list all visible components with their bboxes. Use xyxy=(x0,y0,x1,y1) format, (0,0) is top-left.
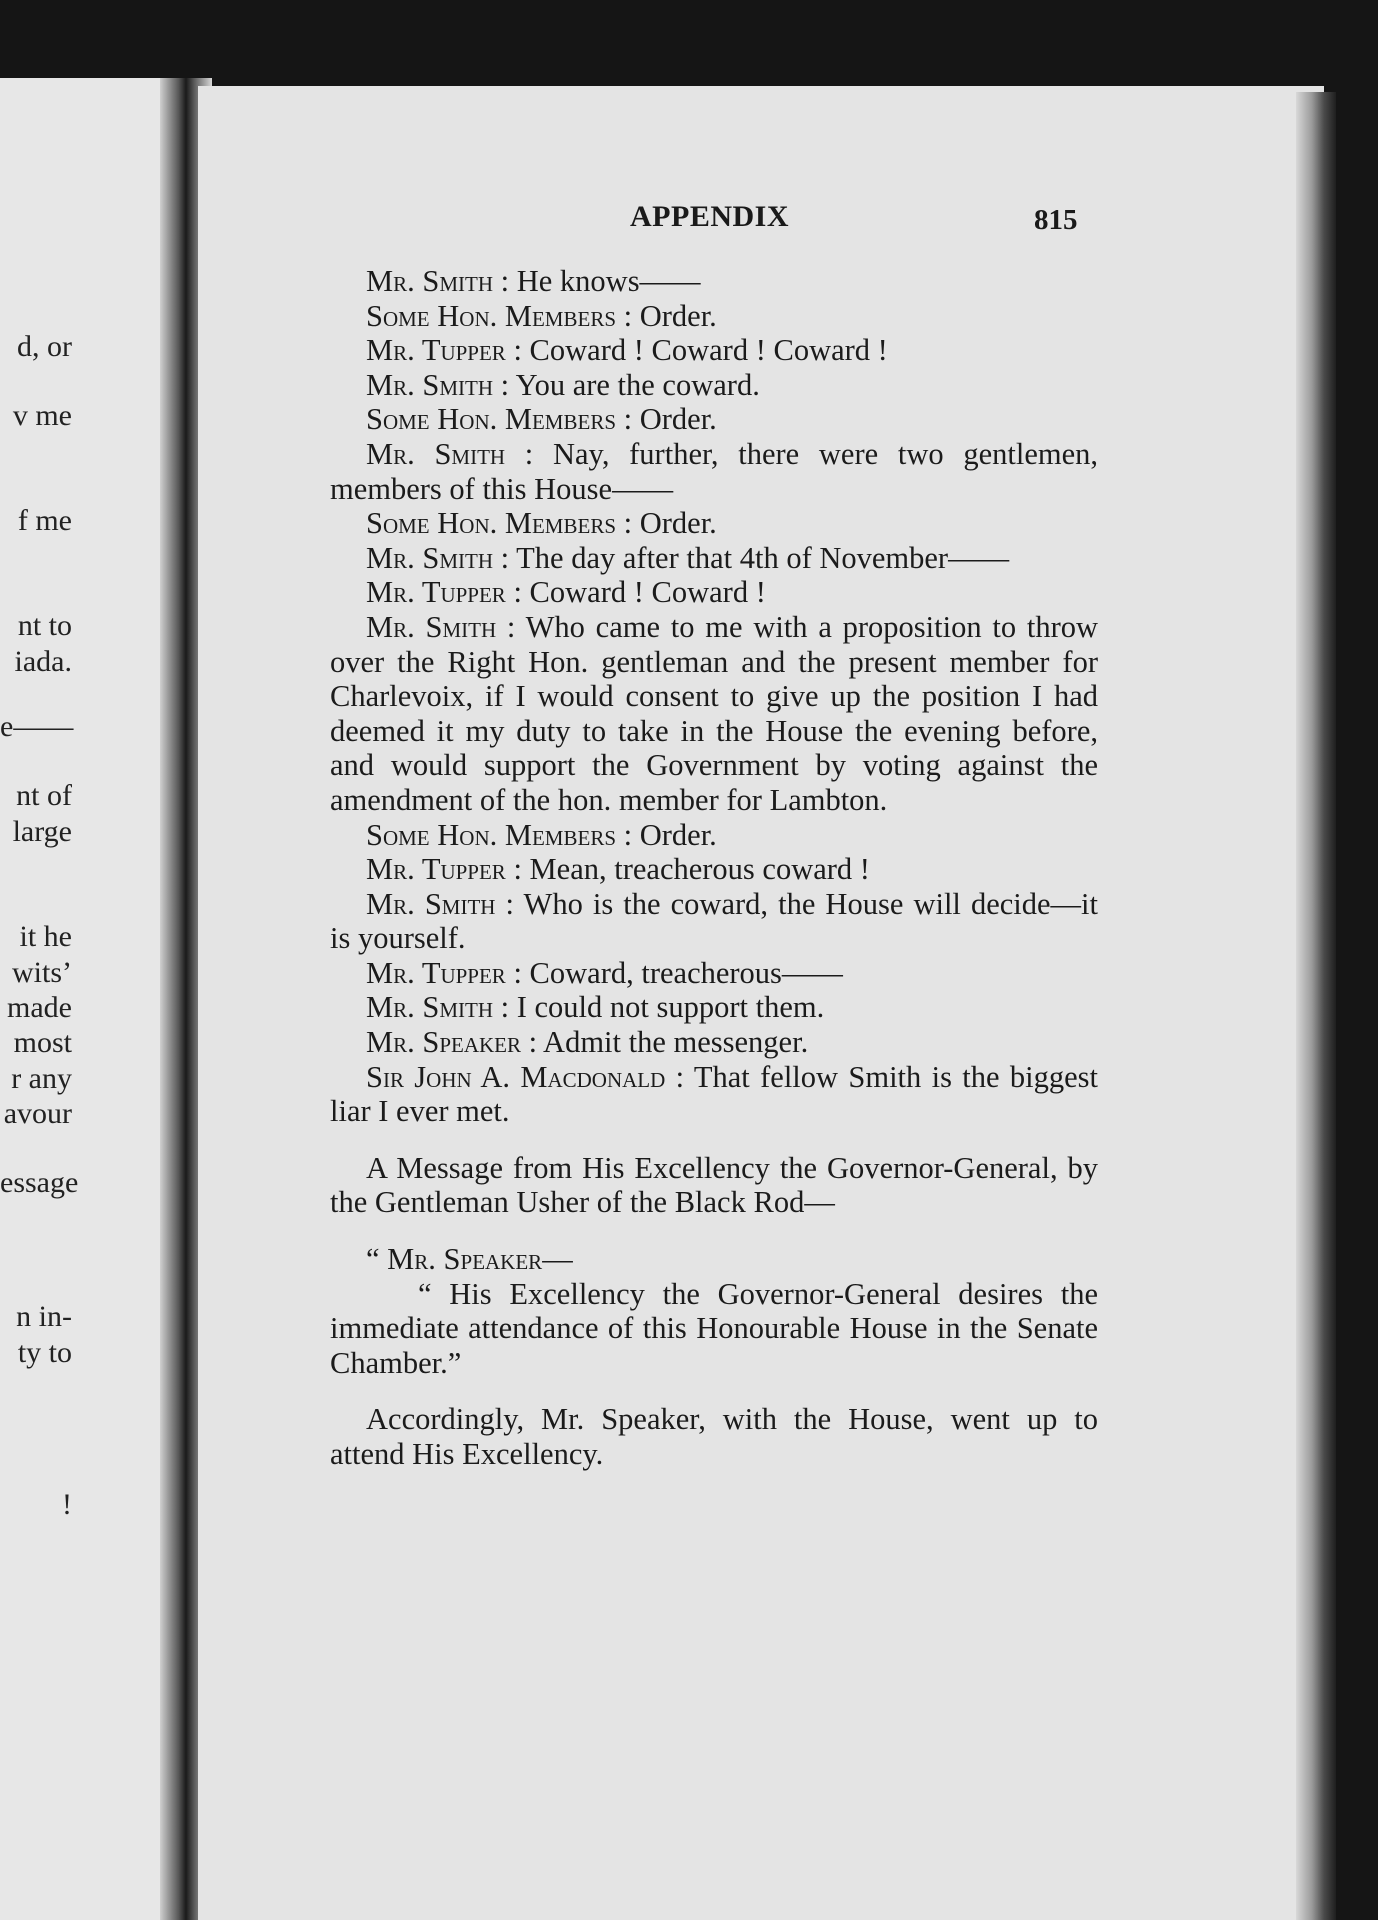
dialogue-line xyxy=(330,610,1098,818)
dialogue-block xyxy=(330,264,1098,1129)
message-intro: A Message from His Excellency the Governor-General, by the Gentleman Usher of the Black Rod— xyxy=(330,1150,1098,1220)
speaker-name: Some Hon. Members xyxy=(366,298,617,333)
dialogue-line xyxy=(330,887,1098,956)
speech-text: : You are the coward. xyxy=(493,367,760,402)
dialogue-line xyxy=(330,437,1098,506)
left-page-fragment: v me xyxy=(12,399,72,432)
speaker-name: Some Hon. Members xyxy=(366,817,617,852)
speech-text: : That fellow Smith is the biggest liar I ever met. xyxy=(330,1059,1099,1129)
page-edge-shadow xyxy=(1296,92,1336,1920)
dialogue-line xyxy=(330,852,1098,887)
speaker-name: Mr. Smith xyxy=(366,367,493,402)
dialogue-line xyxy=(330,333,1098,368)
left-page-fragment: ! xyxy=(62,1488,72,1521)
left-page-fragment: d, or xyxy=(17,330,72,363)
speaker-name: Mr. Speaker xyxy=(366,1025,522,1060)
dialogue-line xyxy=(330,990,1098,1025)
left-page-fragment: iada. xyxy=(14,645,72,678)
page-body xyxy=(330,264,1098,1472)
left-page-fragment: n in- xyxy=(16,1300,72,1333)
dialogue-line xyxy=(330,506,1098,541)
dialogue-line xyxy=(330,575,1098,610)
speech-text: : Order. xyxy=(616,298,717,333)
speaker-name: Mr. Tupper xyxy=(366,575,506,610)
quote-body: “ His Excellency the Governor-General desires the immediate attendance of this Honourable House in the Senate Chamber.” xyxy=(330,1276,1098,1380)
speech-text: : Who came to me with a proposition to throw over the Right Hon. gentleman and the present member for Charlevoix, if I would consent to give up the position I had deemed it my duty to take in the House the evening before, and would support the Government by voting against the amendment of the hon. member for Lambton. xyxy=(330,609,1099,817)
speaker-name: Some Hon. Members xyxy=(366,506,617,541)
previous-page xyxy=(0,78,186,1920)
speech-text: : Coward ! Coward ! Coward ! xyxy=(505,333,888,368)
dialogue-line xyxy=(330,818,1098,853)
speaker-name: Mr. Smith xyxy=(366,886,496,921)
speech-text: : Mean, treacherous coward ! xyxy=(505,852,870,887)
speech-text: : The day after that 4th of November—— xyxy=(493,540,1010,575)
dialogue-line xyxy=(330,299,1098,334)
speech-text: : Coward, treacherous—— xyxy=(505,955,843,990)
left-page-fragment: large xyxy=(12,815,72,848)
left-page-fragment: wits’ xyxy=(12,956,72,989)
dialogue-line xyxy=(330,1060,1098,1129)
dialogue-line xyxy=(330,264,1098,299)
speaker-name: Mr. Tupper xyxy=(366,333,506,368)
speaker-name: Mr. Smith xyxy=(366,436,506,471)
running-head: APPENDIX xyxy=(630,200,789,233)
closing-paragraph: Accordingly, Mr. Speaker, with the House, went up to attend His Excellency. xyxy=(330,1402,1098,1471)
left-page-fragment: made xyxy=(7,991,72,1024)
dialogue-line xyxy=(330,402,1098,437)
dialogue-line xyxy=(330,956,1098,991)
speaker-name: Mr. Tupper xyxy=(366,852,506,887)
quote-speaker: Mr. Speaker xyxy=(387,1242,543,1277)
quote-open-mark: “ xyxy=(366,1242,388,1277)
speech-text: : Order. xyxy=(616,817,717,852)
left-page-fragment: avour xyxy=(3,1097,72,1130)
speech-text: : Order. xyxy=(616,402,717,437)
left-page-fragment: e—— xyxy=(0,710,74,743)
speech-text: : Who is the coward, the House will decide—it is yourself. xyxy=(330,886,1099,956)
left-page-fragment: most xyxy=(13,1026,72,1059)
speaker-name: Mr. Smith xyxy=(366,609,497,644)
left-page-fragment: nt to xyxy=(17,609,72,642)
page-number: 815 xyxy=(1034,204,1078,236)
speaker-name: Mr. Tupper xyxy=(366,955,506,990)
quote-salutation xyxy=(330,1242,1098,1277)
left-page-fragment: f me xyxy=(17,504,72,537)
speaker-name: Mr. Smith xyxy=(366,990,493,1025)
speaker-name: Some Hon. Members xyxy=(366,402,617,437)
speech-text: : He knows—— xyxy=(493,264,701,298)
left-page-fragment: nt of xyxy=(16,779,72,812)
left-page-fragment: ty to xyxy=(17,1336,72,1369)
left-page-fragment: it he xyxy=(19,920,72,953)
speech-text: : I could not support them. xyxy=(493,990,825,1025)
speaker-name: Sir John A. Macdonald xyxy=(366,1059,666,1094)
speech-text: : Nay, further, there were two gentlemen, members of this House—— xyxy=(330,436,1098,506)
dialogue-line xyxy=(330,368,1098,403)
dialogue-line xyxy=(330,1025,1098,1060)
left-page-fragment: essage xyxy=(0,1166,79,1199)
speaker-name: Mr. Smith xyxy=(366,264,493,298)
speech-text: : Coward ! Coward ! xyxy=(505,575,766,610)
left-page-fragment: r any xyxy=(11,1062,72,1095)
quote-salutation-dash: — xyxy=(542,1242,573,1277)
speaker-name: Mr. Smith xyxy=(366,540,493,575)
dialogue-line xyxy=(330,541,1098,576)
speech-text: : Order. xyxy=(616,506,717,541)
speech-text: : Admit the messenger. xyxy=(521,1025,809,1060)
